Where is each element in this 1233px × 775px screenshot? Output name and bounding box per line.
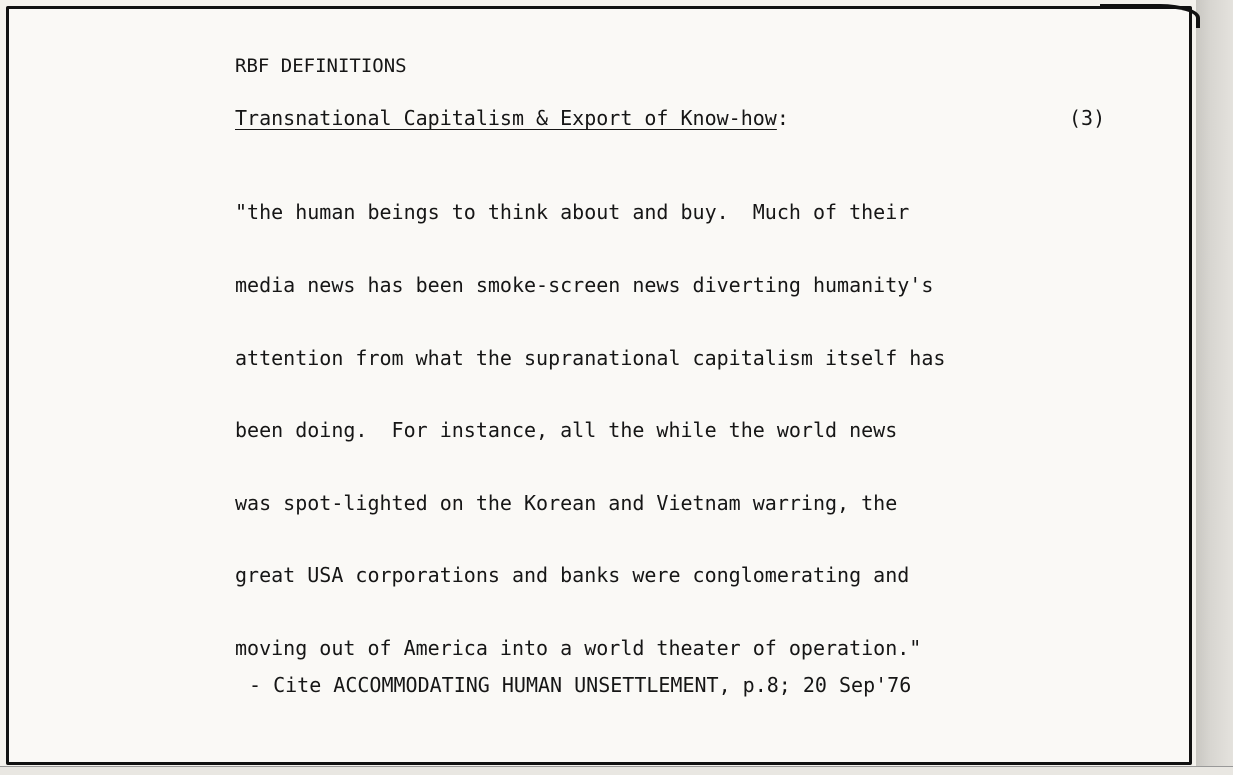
- quote-line: media news has been smoke-screen news diverting humanity's: [235, 273, 934, 297]
- quote-line: "the human beings to think about and buy. Much of their: [235, 200, 910, 225]
- quote-line: great USA corporations and banks were conglomerating and: [235, 563, 910, 588]
- quote-block: [235, 152, 945, 709]
- page-bottom-edge: [0, 766, 1233, 775]
- quote-line: was spot-lighted on the Korean and Vietnam warring, the: [235, 490, 898, 515]
- subject-heading: [235, 106, 789, 130]
- page-edge-shadow: [1196, 0, 1233, 775]
- subject-colon: :: [776, 106, 789, 130]
- card-number: (3): [1069, 106, 1106, 130]
- card-header: RBF DEFINITIONS: [235, 55, 407, 77]
- subject-title: Transnational Capitalism & Export of Know-how: [235, 106, 777, 130]
- quote-line: been doing. For instance, all the while the world news: [235, 418, 898, 443]
- quote-line: attention from what the supranational capitalism itself has: [235, 345, 946, 370]
- card-corner-curve: [1100, 4, 1200, 28]
- quote-line: moving out of America into a world theater of operation.": [235, 635, 922, 660]
- definition-card: [6, 6, 1192, 765]
- citation: - Cite ACCOMMODATING HUMAN UNSETTLEMENT, p.8; 20 Sep'76: [249, 673, 912, 697]
